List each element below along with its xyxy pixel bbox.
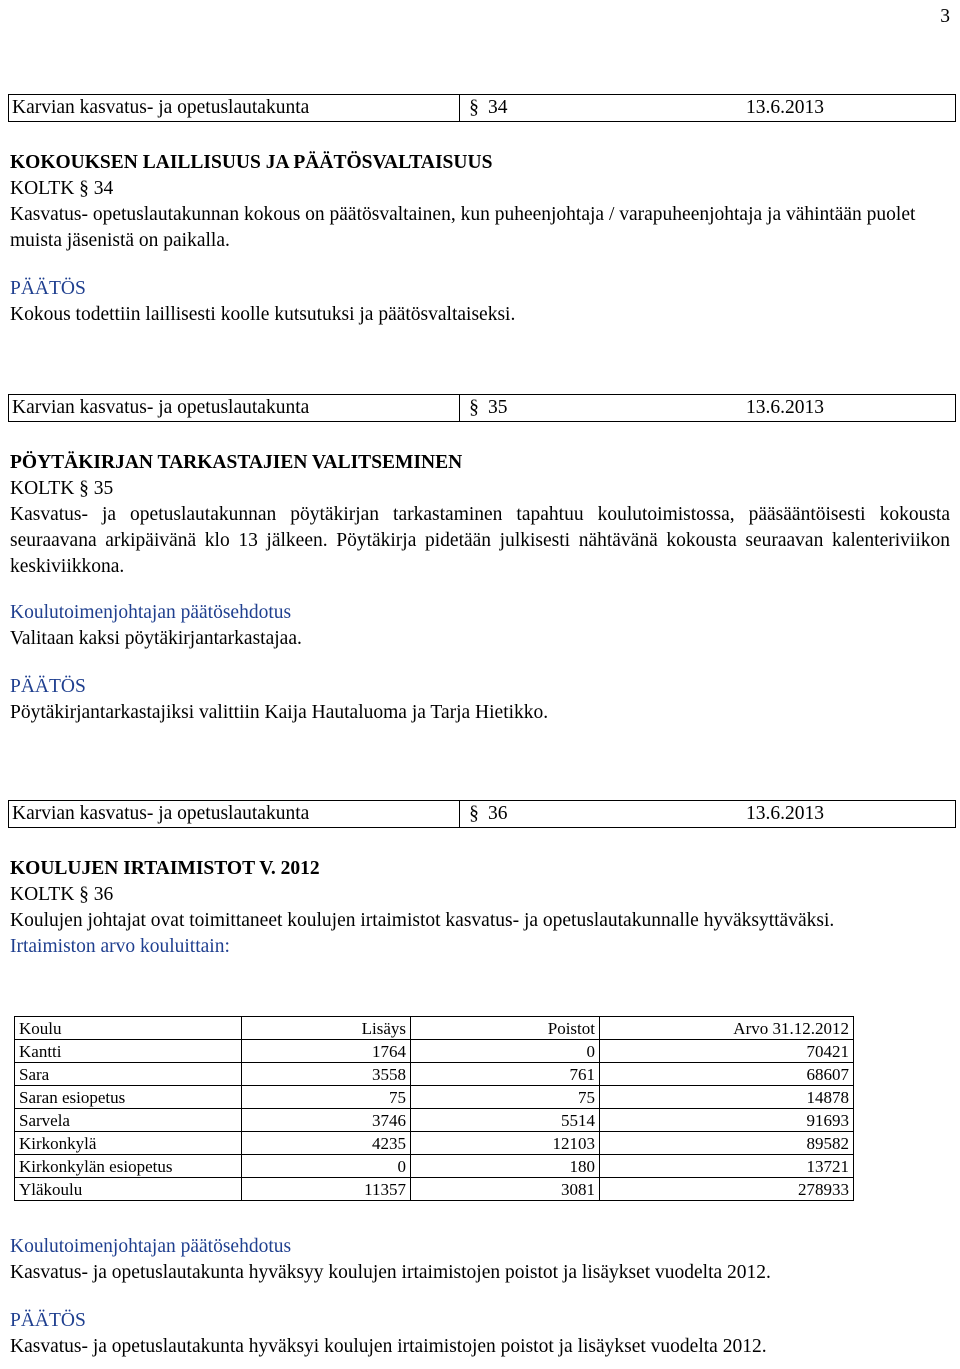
table-cell: 13721 (600, 1155, 854, 1178)
table-cell: 761 (411, 1063, 600, 1086)
header-date: 13.6.2013 (746, 397, 824, 418)
section-title: PÖYTÄKIRJAN TARKASTAJIEN VALITSEMINEN (10, 452, 463, 473)
table-cell: Yläkoulu (15, 1178, 242, 1201)
section-body-34 (10, 150, 950, 328)
proposal-text: Kasvatus- ja opetuslautakunta hyväksyy koulujen irtaimistojen poistot ja lisäykset vuodelta 2012. (10, 1262, 771, 1283)
table-cell: 278933 (600, 1178, 854, 1201)
koltk-label: KOLTK (10, 884, 75, 905)
header-paragraph (459, 95, 744, 121)
table-header-cell: Lisäys (242, 1017, 411, 1040)
table-cell: Sara (15, 1063, 242, 1086)
koltk-num: 36 (93, 884, 114, 905)
decision-label: PÄÄTÖS (10, 278, 86, 299)
section-sign-icon: § (79, 478, 89, 499)
section-sign-icon: § (79, 178, 89, 199)
table-row (15, 1132, 854, 1155)
table-cell: Sarvela (15, 1109, 242, 1132)
decision-label: PÄÄTÖS (10, 1310, 86, 1331)
table-cell: 12103 (411, 1132, 600, 1155)
header-num: 34 (488, 97, 508, 118)
section-sign-icon: § (469, 97, 479, 118)
proposal-label: Koulutoimenjohtajan päätösehdotus (10, 602, 292, 623)
table-cell: 0 (411, 1040, 600, 1063)
table-row (15, 1155, 854, 1178)
section-title: KOULUJEN IRTAIMISTOT V. 2012 (10, 858, 320, 879)
header-date: 13.6.2013 (746, 97, 824, 118)
section-36-decisions (10, 1234, 950, 1360)
table-cell: 91693 (600, 1109, 854, 1132)
section-text: Kasvatus- ja opetuslautakunnan pöytäkirjan tarkastaminen tapahtuu koulutoimistossa, pääsääntöisesti kokousta seuraavana arkipäivänä klo 13 jälkeen. Pöytäkirja pidetään julkisesti nähtävänä kokousta seuraavan kalenteriviikon keskiviikkona. (10, 504, 950, 577)
header-org: Karvian kasvatus- ja opetuslautakunta (12, 803, 310, 824)
section-sign-icon: § (469, 397, 479, 418)
koltk-label: KOLTK (10, 478, 75, 499)
table-row (15, 1109, 854, 1132)
table-intro: Irtaimiston arvo kouluittain: (10, 936, 230, 957)
section-header-34 (8, 94, 956, 122)
table-cell: 3746 (242, 1109, 411, 1132)
decision-text: Kokous todettiin laillisesti koolle kutsutuksi ja päätösvaltaiseksi. (10, 304, 516, 325)
table-cell: Kantti (15, 1040, 242, 1063)
header-org: Karvian kasvatus- ja opetuslautakunta (12, 397, 310, 418)
table-cell: 75 (242, 1086, 411, 1109)
header-num: 35 (488, 397, 508, 418)
table-cell: 5514 (411, 1109, 600, 1132)
koltk-line (10, 476, 950, 502)
table-cell: 14878 (600, 1086, 854, 1109)
table-cell: 1764 (242, 1040, 411, 1063)
table-row (15, 1178, 854, 1201)
koltk-line (10, 882, 950, 908)
decision-text: Kasvatus- ja opetuslautakunta hyväksyi koulujen irtaimistojen poistot ja lisäykset vuodelta 2012. (10, 1336, 767, 1357)
table-cell: 11357 (242, 1178, 411, 1201)
section-body-36 (10, 856, 950, 960)
decision-label: PÄÄTÖS (10, 676, 86, 697)
koltk-label: KOLTK (10, 178, 75, 199)
table-cell: 68607 (600, 1063, 854, 1086)
table-row (15, 1086, 854, 1109)
table-cell: 89582 (600, 1132, 854, 1155)
section-body-35 (10, 450, 950, 726)
page-number: 3 (940, 6, 950, 27)
table-cell: Kirkonkylän esiopetus (15, 1155, 242, 1178)
proposal-label: Koulutoimenjohtajan päätösehdotus (10, 1236, 292, 1257)
section-text: Koulujen johtajat ovat toimittaneet koulujen irtaimistot kasvatus- ja opetuslautakunnalle hyväksyttäväksi. (10, 910, 835, 931)
table-cell: 4235 (242, 1132, 411, 1155)
table-row (15, 1063, 854, 1086)
section-sign-icon: § (469, 803, 479, 824)
table-header-row (15, 1017, 854, 1040)
section-header-36 (8, 800, 956, 828)
header-paragraph (459, 801, 744, 827)
inventory-table (14, 1016, 854, 1201)
koltk-num: 35 (93, 478, 114, 499)
table-cell: 180 (411, 1155, 600, 1178)
table-row (15, 1040, 854, 1063)
section-title: KOKOUKSEN LAILLISUUS JA PÄÄTÖSVALTAISUUS (10, 152, 493, 173)
table-cell: Saran esiopetus (15, 1086, 242, 1109)
header-org: Karvian kasvatus- ja opetuslautakunta (12, 97, 310, 118)
table-cell: 3081 (411, 1178, 600, 1201)
koltk-num: 34 (93, 178, 114, 199)
proposal-text: Valitaan kaksi pöytäkirjantarkastajaa. (10, 628, 302, 649)
header-num: 36 (488, 803, 508, 824)
table-header-cell: Arvo 31.12.2012 (600, 1017, 854, 1040)
header-paragraph (459, 395, 744, 421)
koltk-line (10, 176, 950, 202)
table-header-cell: Poistot (411, 1017, 600, 1040)
table-cell: 0 (242, 1155, 411, 1178)
table-cell: 3558 (242, 1063, 411, 1086)
section-text: Kasvatus- opetuslautakunnan kokous on päätösvaltainen, kun puheenjohtaja / varapuheenjohtaja ja vähintään puolet muista jäsenistä on paikalla. (10, 204, 916, 251)
table-header-cell: Koulu (15, 1017, 242, 1040)
table-cell: 75 (411, 1086, 600, 1109)
table-cell: 70421 (600, 1040, 854, 1063)
decision-text: Pöytäkirjantarkastajiksi valittiin Kaija Hautaluoma ja Tarja Hietikko. (10, 702, 549, 723)
table-cell: Kirkonkylä (15, 1132, 242, 1155)
section-sign-icon: § (79, 884, 89, 905)
header-date: 13.6.2013 (746, 803, 824, 824)
section-header-35 (8, 394, 956, 422)
